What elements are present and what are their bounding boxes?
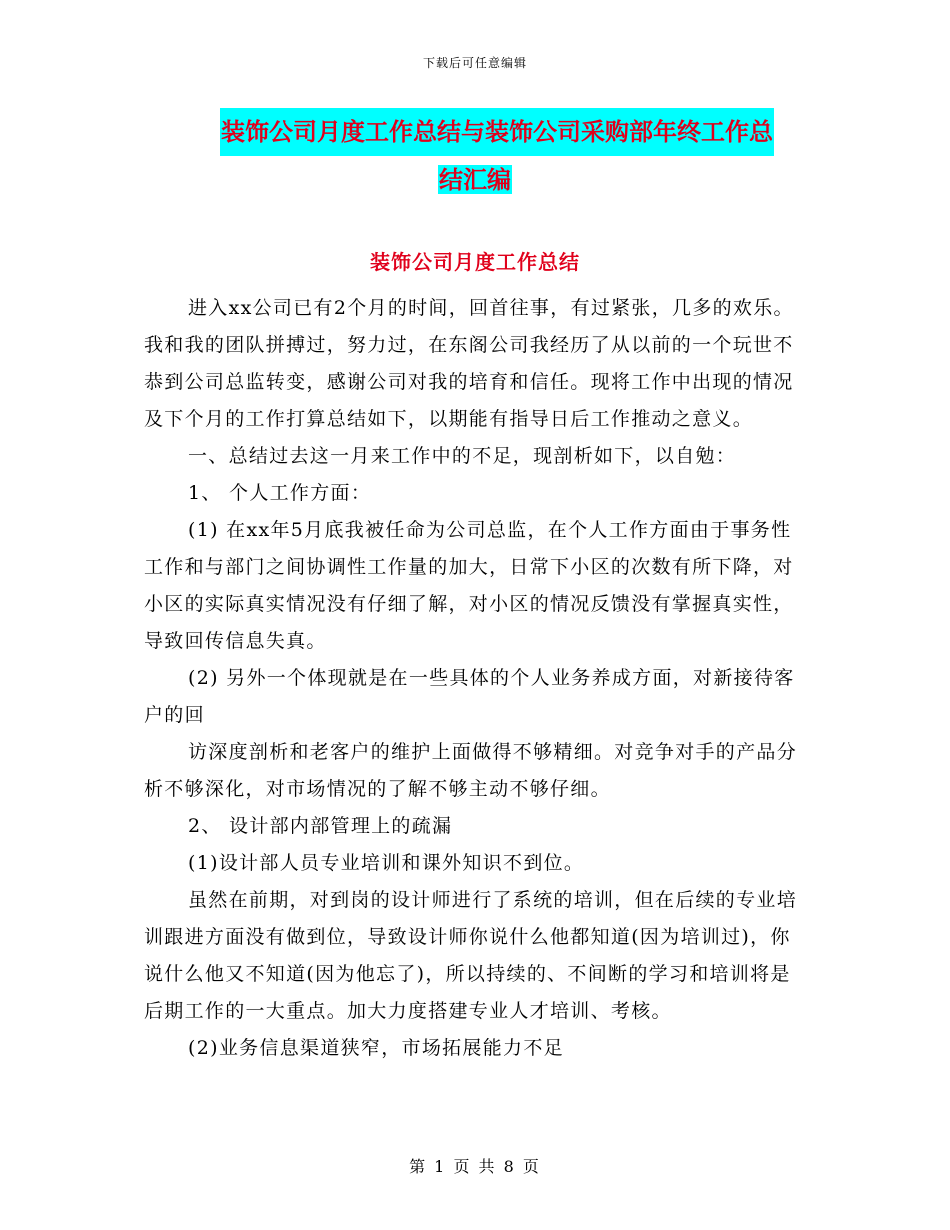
paragraph: 访深度剖析和老客户的维护上面做得不够精细。对竞争对手的产品分析不够深化，对市场情况的了解不够主动不够仔细。 bbox=[144, 741, 798, 800]
paragraph: (2) 另外一个体现就是在一些具体的个人业务养成方面，对新接待客户的回 bbox=[144, 667, 795, 726]
paragraph: 2、 设计部内部管理上的疏漏 bbox=[188, 815, 453, 837]
page-number: 第 1 页 共 8 页 bbox=[409, 1157, 541, 1176]
paragraph: 一、总结过去这一月来工作中的不足，现剖析如下，以自勉： bbox=[188, 445, 737, 467]
document-body bbox=[144, 290, 804, 1067]
paragraph: (1) 在xx年5月底我被任命为公司总监，在个人工作方面由于事务性工作和与部门之间协调性工作量的加大，日常下小区的次数有所下降，对小区的实际真实情况没有仔细了解，对小区的情况反馈没有掌握真实性，导致回传信息失真。 bbox=[144, 519, 794, 652]
paragraph: (2)业务信息渠道狭窄，市场拓展能力不足 bbox=[188, 1037, 564, 1059]
header-note: 下载后可任意编辑 bbox=[422, 56, 527, 70]
document-title bbox=[0, 108, 950, 204]
paragraph: 1、 个人工作方面： bbox=[188, 482, 372, 504]
paragraph: 进入xx公司已有2个月的时间，回首往事，有过紧张，几多的欢乐。我和我的团队拼搏过，努力过，在东阁公司我经历了从以前的一个玩世不恭到公司总监转变，感谢公司对我的培育和信任。现将工作中出现的情况及下个月的工作打算总结如下，以期能有指导日后工作推动之意义。 bbox=[144, 297, 794, 430]
section-title: 装饰公司月度工作总结 bbox=[370, 250, 580, 274]
document-title-line-1: 装饰公司月度工作总结与装饰公司采购部年终工作总 bbox=[220, 108, 774, 156]
paragraph: 虽然在前期，对到岗的设计师进行了系统的培训，但在后续的专业培训跟进方面没有做到位，导致设计师你说什么他都知道(因为培训过)，你说什么他又不知道(因为他忘了)，所以持续的、不间断的学习和培训将是后期工作的一大重点。加大力度搭建专业人才培训、考核。 bbox=[144, 889, 798, 1022]
document-title-line-2: 结汇编 bbox=[439, 165, 511, 194]
paragraph: (1)设计部人员专业培训和课外知识不到位。 bbox=[188, 852, 585, 874]
